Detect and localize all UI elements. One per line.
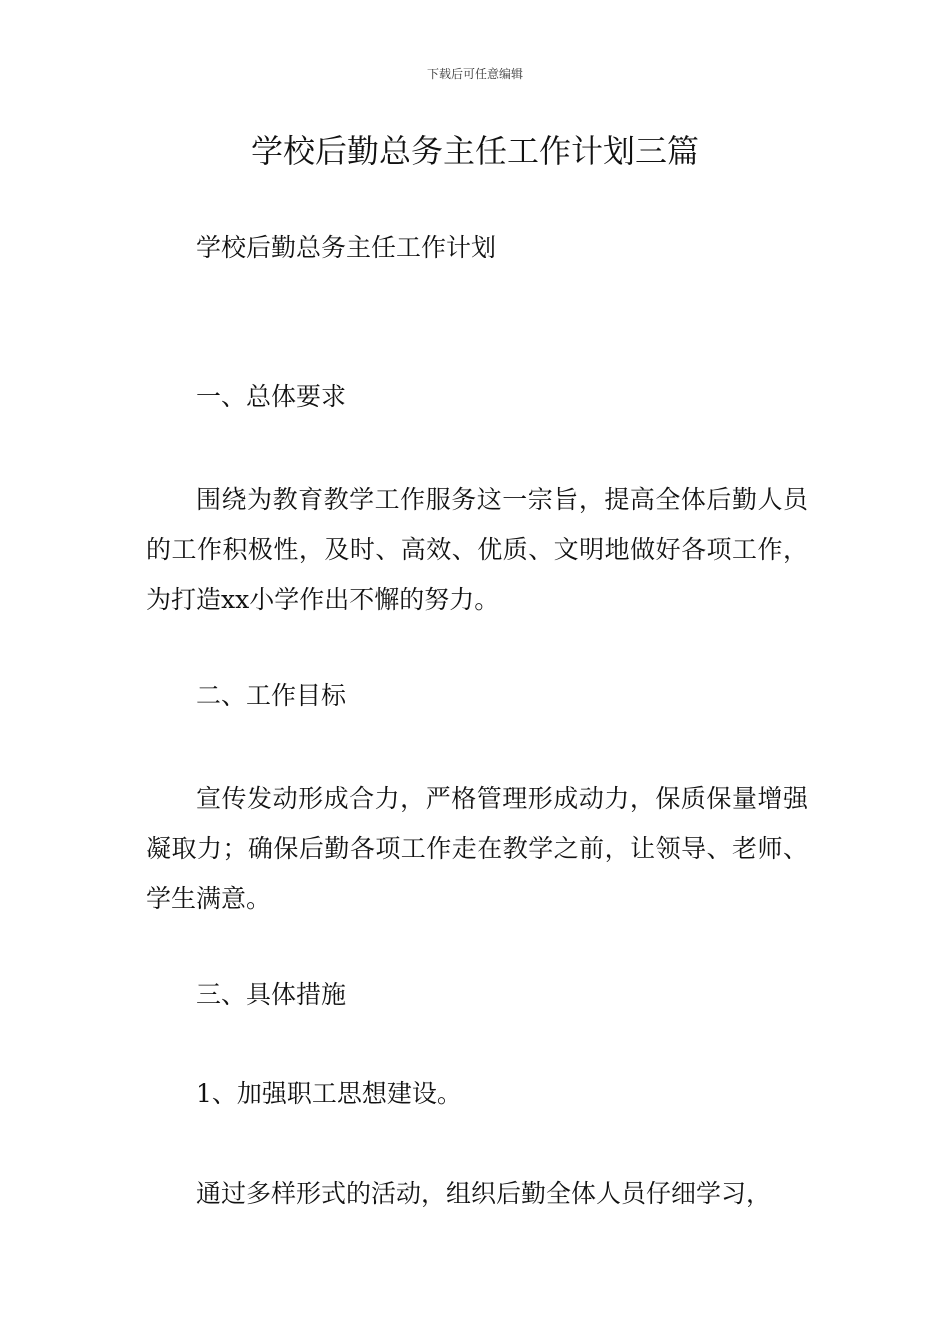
- section-heading-general-requirements: 一、总体要求: [196, 382, 347, 411]
- document-title: 学校后勤总务主任工作计划三篇: [250, 132, 699, 170]
- section-paragraph-general-requirements: 围绕为教育教学工作服务这一宗旨，提高全体后勤人员的工作积极性，及时、高效、优质、文明地做好各项工作，为打造xx小学作出不懈的努力。: [146, 485, 808, 614]
- document-subtitle: 学校后勤总务主任工作计划: [196, 233, 497, 262]
- subsection-heading-staff-ideology: 1、加强职工思想建设。: [196, 1079, 462, 1108]
- section-heading-specific-measures: 三、具体措施: [196, 980, 347, 1009]
- header-note: 下载后可任意编辑: [426, 67, 523, 81]
- subsection-paragraph-staff-ideology: 通过多样形式的活动，组织后勤全体人员仔细学习，: [196, 1179, 772, 1208]
- section-paragraph-work-goals: 宣传发动形成合力，严格管理形成动力，保质保量增强凝取力；确保后勤各项工作走在教学之前，让领导、老师、学生满意。: [146, 784, 808, 913]
- section-heading-work-goals: 二、工作目标: [196, 681, 347, 710]
